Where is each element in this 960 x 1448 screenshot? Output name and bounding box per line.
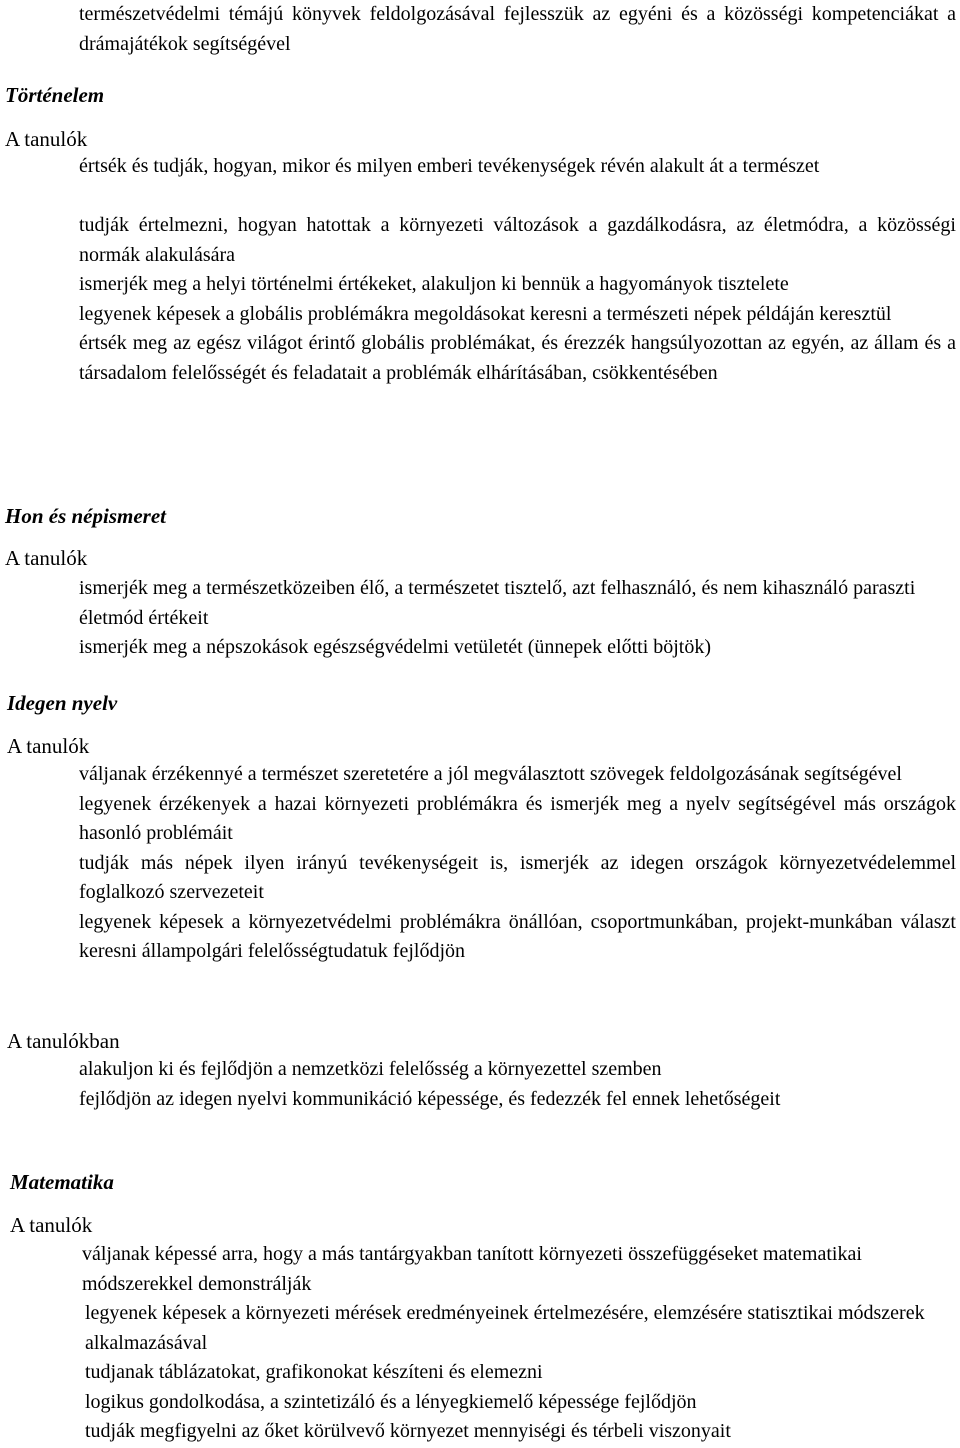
objective-item: ismerjék meg a népszokások egészségvédelmi vetületét (ünnepek előtti böjtök)	[79, 636, 712, 658]
objective-item: legyenek képesek a környezeti mérések eredményeinek értelmezésére, elemzésére statisztikai módszerek alkalmazásával	[85, 1302, 925, 1354]
objective-item: értsék meg az egész világot érintő globális problémákat, és érezzék hangsúlyozottan az egyén, az állam és a társadalom felelősségét és feladatait a problémák elhárításában, csökkentésében	[79, 332, 956, 384]
objective-item: ismerjék meg a helyi történelmi értékeket, alakuljon ki bennük a hagyományok tisztelete	[79, 273, 789, 295]
objective-item: legyenek érzékenyek a hazai környezeti problémákra és ismerjék meg a nyelv segítségével más országok hasonló problémáit	[79, 792, 956, 844]
section-title-idegen-nyelv: Idegen nyelv	[7, 691, 118, 715]
objective-list	[79, 760, 956, 967]
section-title-tortenelem: Történelem	[5, 83, 105, 107]
objective-item: alakuljon ki és fejlődjön a nemzetközi felelősség a környezettel szemben	[79, 1058, 662, 1080]
objective-item: váljanak képessé arra, hogy a más tantárgyakban tanított környezeti összefüggéseket matematikai módszerekkel demonstrálják	[82, 1243, 862, 1295]
objective-item: ismerjék meg a természetközeiben élő, a természetet tisztelő, azt felhasználó, és nem kihasználó paraszti életmód értékeit	[79, 577, 916, 629]
group-label: A tanulók	[5, 546, 88, 570]
objective-item: értsék és tudják, hogyan, mikor és milyen emberi tevékenységek révén alakult át a természet	[79, 155, 820, 177]
objective-item: váljanak érzékennyé a természet szeretetére a jól megválasztott szövegek feldolgozásának segítségével	[79, 763, 902, 785]
intro-paragraph	[79, 0, 956, 59]
objective-item: tudják más népek ilyen irányú tevékenységeit is, ismerjék az idegen országok környezetvédelemmel foglalkozó szervezeteit	[79, 851, 956, 903]
objective-item: tudják megfigyelni az őket körülvevő környezet mennyiségi és térbeli viszonyait	[85, 1420, 731, 1442]
objective-item: logikus gondolkodása, a szintetizáló és a lényegkiemelő képessége fejlődjön	[85, 1390, 697, 1413]
objective-list	[79, 574, 939, 663]
group-label: A tanulók	[7, 734, 90, 758]
objective-item: fejlődjön az idegen nyelvi kommunikáció képessége, és fedezzék fel ennek lehetőségeit	[79, 1087, 781, 1110]
objective-item: legyenek képesek a globális problémákra megoldásokat keresni a természeti népek példáján keresztül	[79, 302, 892, 325]
objective-item: tudják értelmezni, hogyan hatottak a környezeti változások a gazdálkodásra, az életmódra, a közösségi normák alakulására	[79, 214, 956, 266]
group-label: A tanulók	[10, 1213, 93, 1237]
section-title-hon-es-nepismeret: Hon és népismeret	[5, 504, 166, 528]
intro-text: természetvédelmi témájú könyvek feldolgozásával fejlesszük az egyéni és a közösségi kompetenciákat a drámajátékok segítségével	[79, 3, 956, 55]
group-label: A tanulókban	[7, 1029, 120, 1053]
group-label: A tanulók	[5, 127, 88, 151]
objective-item: tudjanak táblázatokat, grafikonokat készíteni és elemezni	[85, 1361, 543, 1383]
objective-list	[79, 211, 956, 388]
objective-list	[79, 1055, 956, 1114]
section-title-matematika: Matematika	[10, 1170, 114, 1194]
objective-item: legyenek képesek a környezetvédelmi problémákra önállóan, csoportmunkában, projekt-munkában választ keresni állampolgári felelősségtudatuk fejlődjön	[79, 910, 956, 962]
objective-list	[82, 1240, 952, 1447]
